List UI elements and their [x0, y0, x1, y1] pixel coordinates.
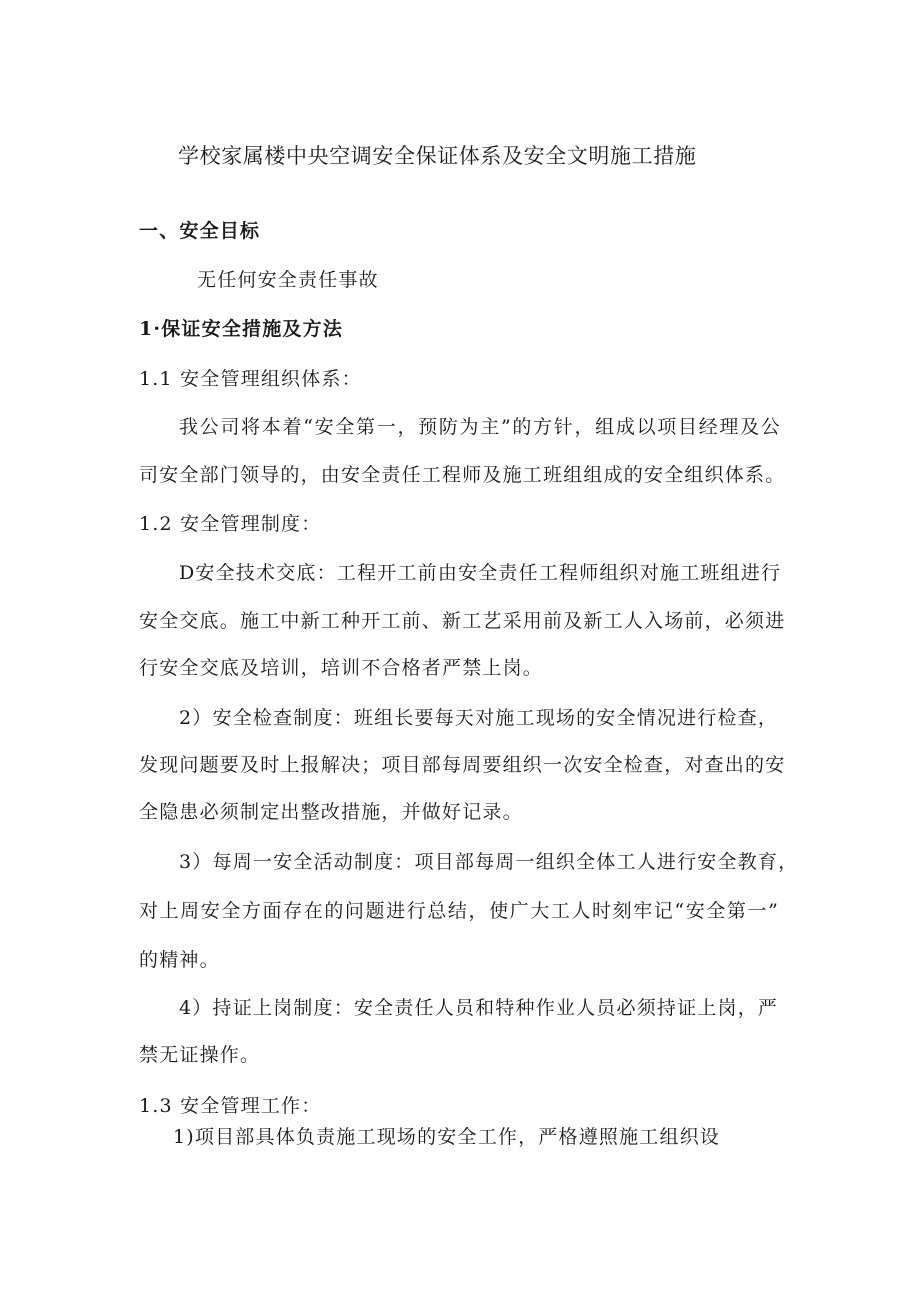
paragraph-line: 发现问题要及时上报解决；项目部每周要组织一次安全检查，对查出的安	[139, 754, 786, 776]
paragraph-line: 我公司将本着“安全第一，预防为主”的方针，组成以项目经理及公	[179, 416, 781, 438]
subheading-management-system: 1.2 安全管理制度：	[139, 513, 322, 535]
document-title: 学校家属楼中央空调安全保证体系及安全文明施工措施	[178, 144, 697, 168]
safety-goal-text: 无任何安全责任事故	[197, 269, 379, 291]
paragraph-line: 1)项目部具体负责施工现场的安全工作，严格遵照施工组织设	[173, 1126, 721, 1148]
section-heading-safety-goal: 一、安全目标	[139, 220, 261, 242]
paragraph-line: 安全交底。施工中新工种开工前、新工艺采用前及新工人入场前，必须进	[139, 610, 786, 632]
paragraph-line: 司安全部门领导的，由安全责任工程师及施工班组组成的安全组织体系。	[139, 464, 786, 486]
paragraph-line: 行安全交底及培训，培训不合格者严禁上岗。	[139, 657, 544, 679]
paragraph-line: 2）安全检查制度：班组长要每天对施工现场的安全情况进行检查，	[179, 707, 779, 729]
paragraph-line: 的精神。	[139, 949, 220, 971]
paragraph-line: 对上周安全方面存在的问题进行总结，使广大工人时刻牢记“安全第一”	[139, 900, 779, 922]
paragraph-line: 4）持证上岗制度：安全责任人员和特种作业人员必须持证上岗，严	[179, 997, 779, 1019]
paragraph-line: 全隐患必须制定出整改措施，并做好记录。	[139, 801, 523, 823]
subheading-management-work: 1.3 安全管理工作：	[139, 1095, 322, 1117]
subheading-organization: 1.1 安全管理组织体系：	[139, 368, 362, 390]
heading-safety-measures: 1·保证安全措施及方法	[139, 318, 344, 340]
paragraph-line: D安全技术交底：工程开工前由安全责任工程师组织对施工班组进行	[179, 562, 782, 584]
paragraph-line: 3）每周一安全活动制度：项目部每周一组织全体工人进行安全教育，	[179, 851, 799, 873]
paragraph-line: 禁无证操作。	[139, 1044, 261, 1066]
